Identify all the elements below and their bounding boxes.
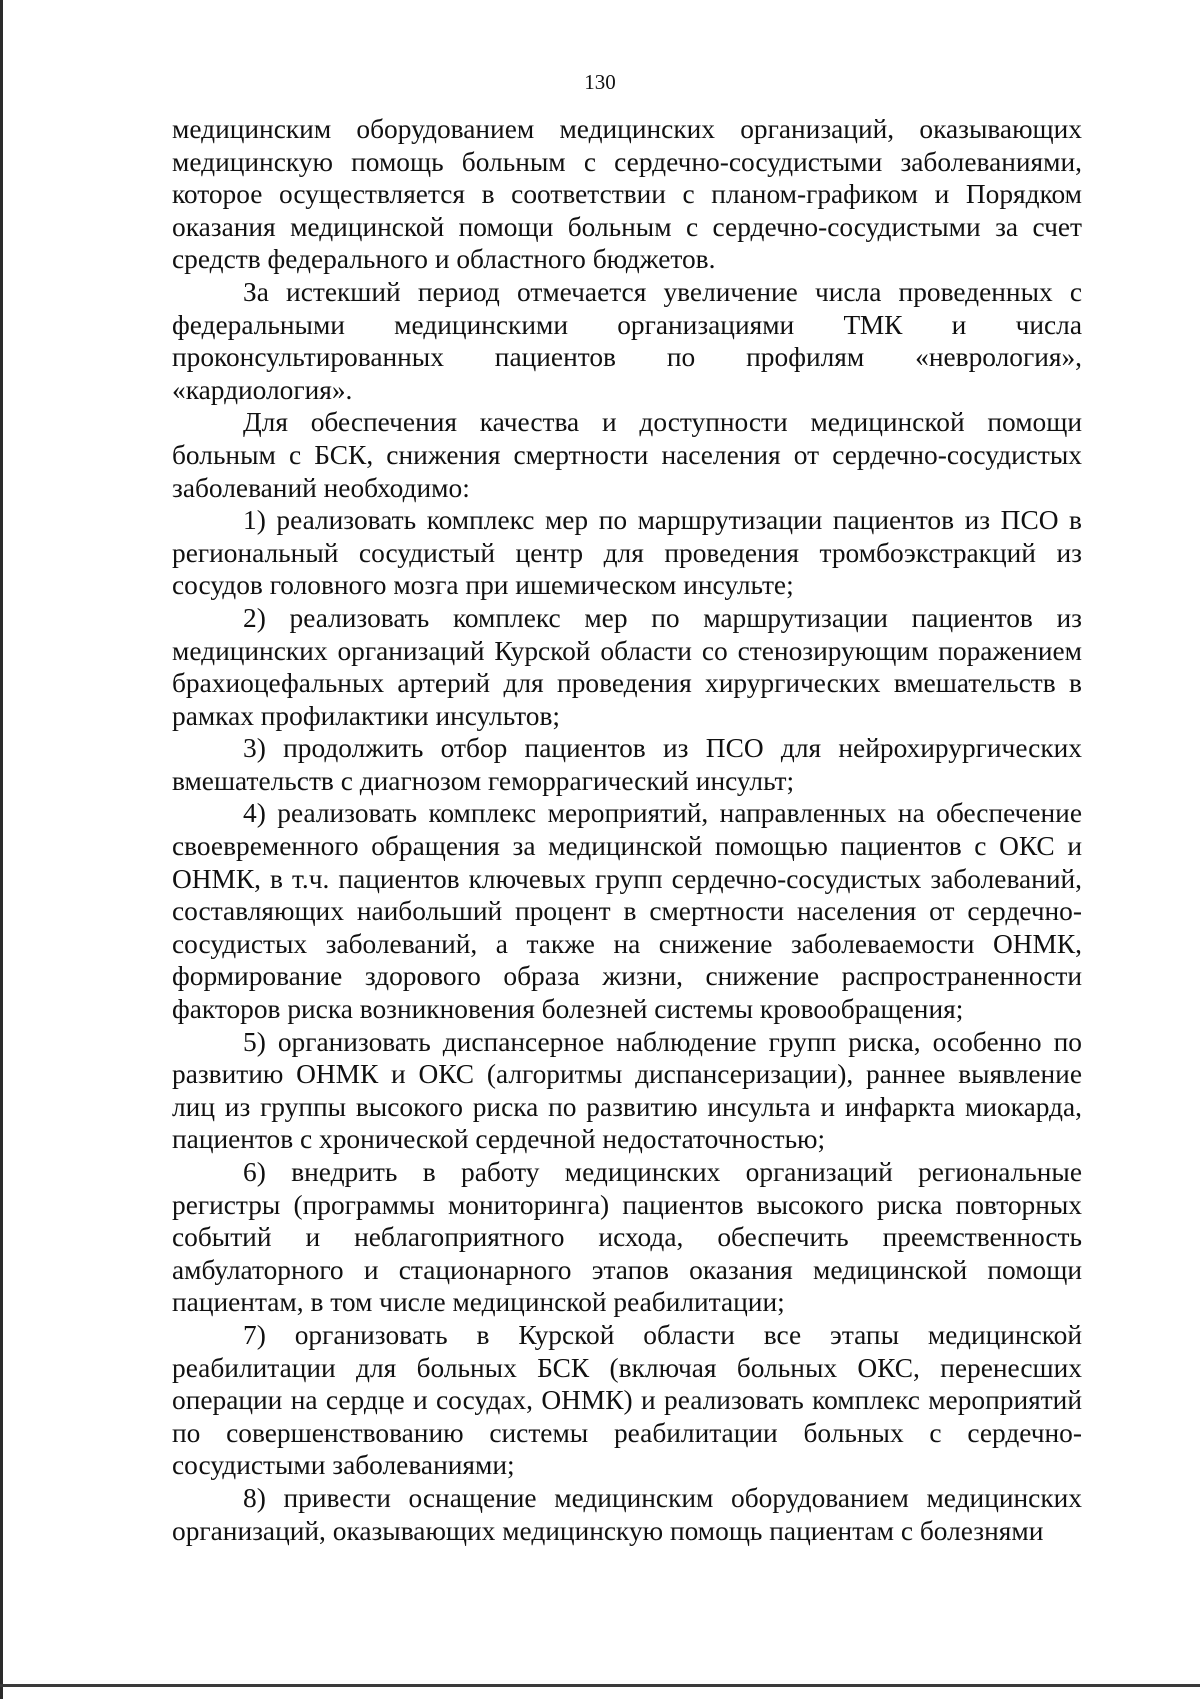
page-number: 130 <box>584 70 616 94</box>
paragraph-tmk-results: За истекший период отмечается увеличение числа проведенных с федеральными медицинскими организациями ТМК и числа проконсультированных пациентов по профилям «неврология», «кардиология». <box>172 276 1082 405</box>
list-item-2: 2) реализовать комплекс мер по маршрутизации пациентов из медицинских организаций Курской области со стенозирующим поражением брахиоцефальных артерий для проведения хирургических вмешательств в рамках профилактики инсультов; <box>172 602 1082 731</box>
paragraph-requirements-intro: Для обеспечения качества и доступности медицинской помощи больным с БСК, снижения смертности населения от сердечно-сосудистых заболеваний необходимо: <box>172 407 1082 503</box>
document-body <box>172 113 1082 1547</box>
list-item-4: 4) реализовать комплекс мероприятий, направленных на обеспечение своевременного обращения за медицинской помощью пациентов с ОКС и ОНМК, в т.ч. пациентов ключевых групп сердечно-сосудистых заболеваний, составляющих наибольший процент в смертности населения от сердечно-сосудистых заболеваний, а также на снижение заболеваемости ОНМК, формирование здорового образа жизни, снижение распространенности факторов риска возникновения болезней системы кровообращения; <box>172 798 1082 1025</box>
list-item-1: 1) реализовать комплекс мер по маршрутизации пациентов из ПСО в региональный сосудистый центр для проведения тромбоэкстракций из сосудов головного мозга при ишемическом инсульте; <box>172 505 1082 601</box>
list-item-5: 5) организовать диспансерное наблюдение групп риска, особенно по развитию ОНМК и ОКС (алгоритмы диспансеризации), раннее выявление лиц из группы высокого риска по развитию инсульта и инфаркта миокарда, пациентов с хронической сердечной недостаточностью; <box>172 1026 1082 1155</box>
list-item-3: 3) продолжить отбор пациентов из ПСО для нейрохирургических вмешательств с диагнозом геморрагический инсульт; <box>172 733 1082 796</box>
scan-left-edge <box>0 0 3 1699</box>
list-item-6: 6) внедрить в работу медицинских организаций региональные регистры (программы мониторинга) пациентов высокого риска повторных событий и неблагоприятного исхода, обеспечить преемственность амбулаторного и стационарного этапов оказания медицинской помощи пациентам, в том числе медицинской реабилитации; <box>172 1157 1082 1318</box>
paragraph-continuation: медицинским оборудованием медицинских организаций, оказывающих медицинскую помощь больным с сердечно-сосудистыми заболеваниями, которое осуществляется в соответствии с планом-графиком и Порядком оказания медицинской помощи больным с сердечно-сосудистыми за счет средств федерального и областного бюджетов. <box>172 114 1082 275</box>
scan-bottom-edge <box>0 1684 1200 1687</box>
list-item-8: 8) привести оснащение медицинским оборудованием медицинских организаций, оказывающих медицинскую помощь пациентам с болезнями <box>172 1482 1082 1546</box>
list-item-7: 7) организовать в Курской области все этапы медицинской реабилитации для больных БСК (включая больных ОКС, перенесших операции на сердце и сосудах, ОНМК) и реализовать комплекс мероприятий по совершенствованию системы реабилитации больных с сердечно-сосудистыми заболеваниями; <box>172 1319 1082 1481</box>
